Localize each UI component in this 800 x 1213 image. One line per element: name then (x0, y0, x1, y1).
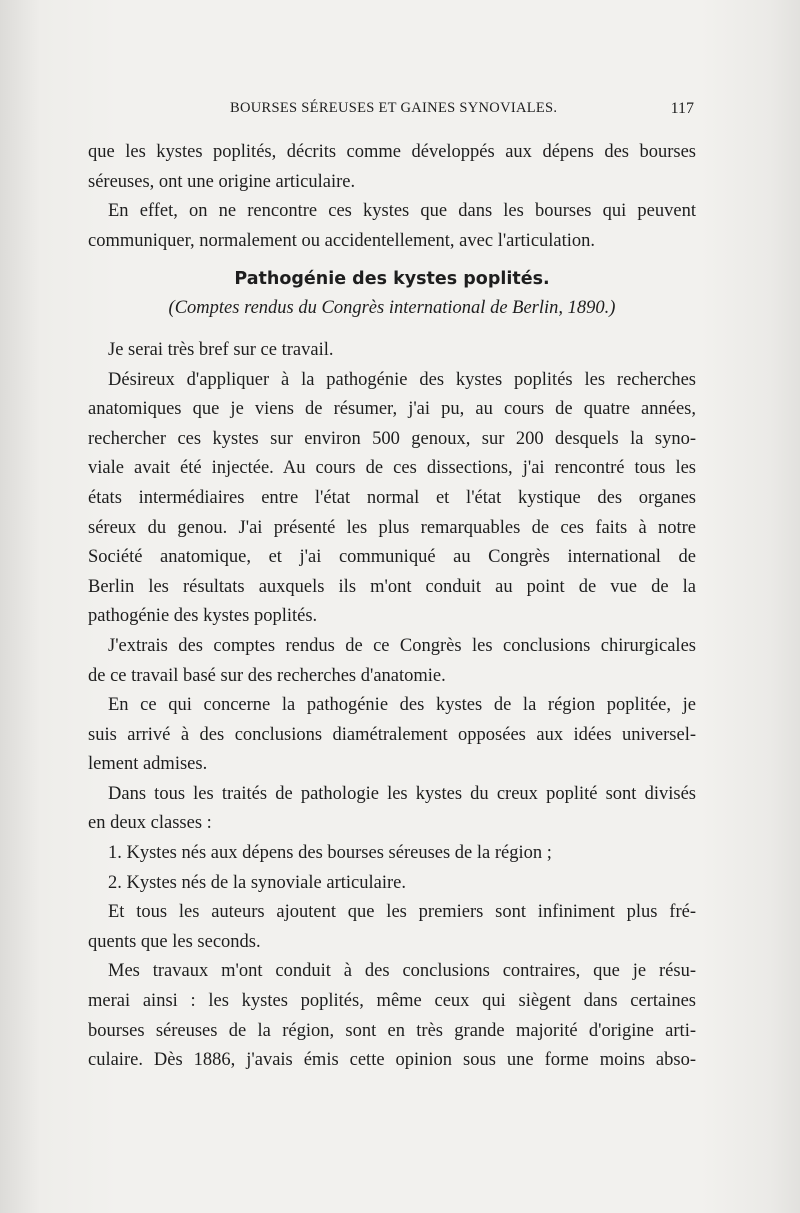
text-line: en deux classes : (88, 813, 212, 834)
text-line: culaire. Dès 1886, j'avais émis cette opinion sous une forme moins abso- (88, 1050, 696, 1071)
text-line: Société anatomique, et j'ai communiqué au Congrès international de (88, 547, 696, 568)
text-line: Je serai très bref sur ce travail. (108, 339, 334, 360)
text-line: Et tous les auteurs ajoutent que les premiers sont infiniment plus fré- (108, 902, 696, 923)
text-line: de ce travail basé sur des recherches d'anatomie. (88, 665, 446, 686)
running-head: BOURSES SÉREUSES ET GAINES SYNOVIALES. (230, 100, 558, 116)
text-line: viale avait été injectée. Au cours de ces dissections, j'ai rencontré tous les (88, 458, 696, 479)
text-line: anatomiques que je viens de résumer, j'ai pu, au cours de quatre années, (88, 399, 696, 420)
section-heading: Pathogénie des kystes poplités. (234, 269, 550, 290)
text-line: séreux du genou. J'ai présenté les plus remarquables de ces faits à notre (88, 517, 696, 538)
text-line: que les kystes poplités, décrits comme développés aux dépens des bourses (88, 142, 696, 162)
text-line: Berlin les résultats auxquels ils m'ont conduit au point de vue de la (88, 576, 696, 597)
text-line: lement admises. (88, 754, 208, 775)
text-line: merai ainsi : les kystes poplités, même ceux qui siègent dans certaines (88, 991, 696, 1012)
text-line: séreuses, ont une origine articulaire. (88, 171, 356, 192)
text-line: J'extrais des comptes rendus de ce Congrès les conclusions chirurgicales (108, 635, 696, 656)
page-number: 117 (670, 100, 694, 117)
text-line: Dans tous les traités de pathologie les kystes du creux poplité sont divisés (108, 783, 696, 804)
spacer (88, 324, 696, 336)
page-header (88, 100, 700, 124)
text-line: 1. Kystes nés aux dépens des bourses séreuses de la région ; (108, 843, 552, 864)
text-line: bourses séreuses de la région, sont en très grande majorité d'origine arti- (88, 1020, 696, 1041)
text-line: En effet, on ne rencontre ces kystes que dans les bourses qui peuvent (108, 201, 696, 222)
text-line: suis arrivé à des conclusions diamétralement opposées aux idées universel- (88, 724, 696, 745)
text-line: 2. Kystes nés de la synoviale articulaire. (108, 872, 406, 893)
text-line: pathogénie des kystes poplités. (88, 606, 318, 627)
text-line: Mes travaux m'ont conduit à des conclusions contraires, que je résu- (108, 961, 696, 982)
text-line: communiquer, normalement ou accidentellement, avec l'articulation. (88, 230, 596, 251)
section-subheading: (Comptes rendus du Congrès international de Berlin, 1890.) (168, 298, 616, 319)
text-line: rechercher ces kystes sur environ 500 genoux, sur 200 desquels la syno- (88, 428, 696, 449)
text-line: états intermédiaires entre l'état normal et l'état kystique des organes (88, 487, 696, 508)
text-line: Désireux d'appliquer à la pathogénie des kystes poplités les recherches (108, 369, 696, 390)
body-text (88, 138, 696, 1076)
text-line: quents que les seconds. (88, 931, 261, 952)
text-line: En ce qui concerne la pathogénie des kystes de la région poplitée, je (108, 695, 696, 716)
